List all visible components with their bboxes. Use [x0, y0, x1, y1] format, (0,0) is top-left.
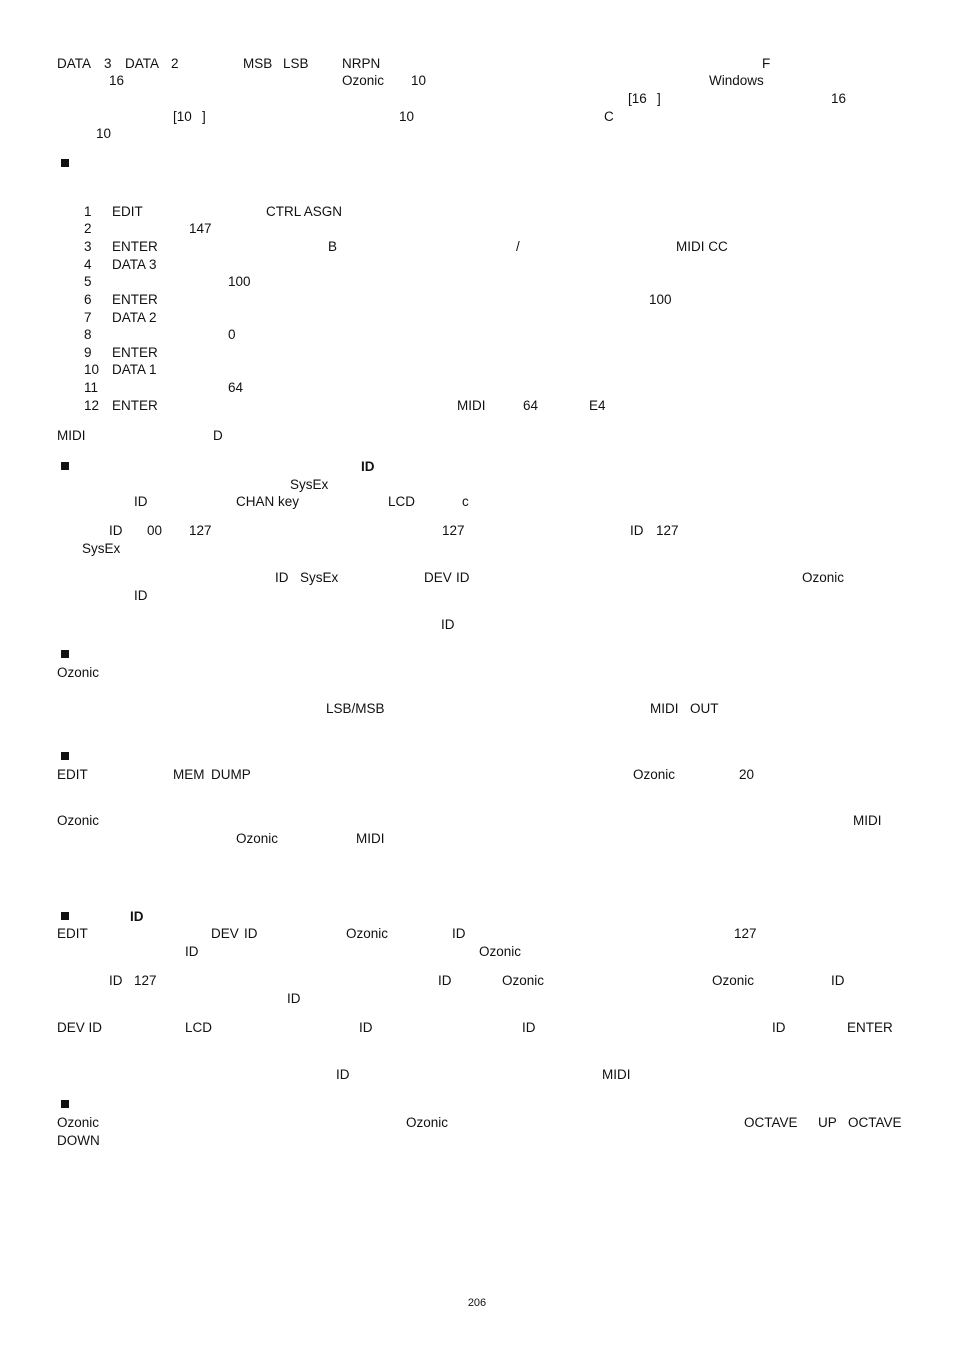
text-fragment: ID — [452, 926, 466, 941]
text-fragment: LSB/MSB — [326, 701, 385, 716]
section-bullet-3 — [61, 650, 69, 658]
text-fragment: ID — [130, 909, 144, 924]
text-fragment: NRPN — [342, 56, 381, 71]
text-fragment: Ozonic — [802, 570, 845, 585]
text-fragment: 10 — [96, 126, 112, 141]
text-fragment: ID — [522, 1020, 536, 1035]
text-fragment: SysEx — [290, 477, 329, 492]
text-fragment: EDIT — [112, 204, 143, 219]
text-fragment: ID — [441, 617, 455, 632]
text-fragment: 00 — [147, 523, 163, 538]
text-fragment: DOWN — [57, 1133, 100, 1148]
text-fragment: 127 — [656, 523, 679, 538]
text-fragment: 11 — [84, 380, 99, 395]
text-fragment: ID — [275, 570, 289, 585]
text-fragment: LCD — [388, 494, 416, 509]
text-fragment: Ozonic — [346, 926, 389, 941]
text-fragment: Ozonic — [633, 767, 676, 782]
text-fragment: ID — [361, 459, 375, 474]
text-fragment: ID — [456, 570, 470, 585]
text-fragment: 1 — [84, 204, 92, 219]
section-bullet-5 — [61, 912, 69, 920]
text-fragment: MIDI CC — [676, 239, 728, 254]
text-fragment: [16 — [628, 91, 647, 106]
text-fragment: 127 — [134, 973, 157, 988]
text-fragment: LCD — [185, 1020, 213, 1035]
text-fragment: ID — [287, 991, 301, 1006]
text-fragment: Ozonic — [236, 831, 279, 846]
text-fragment: ENTER — [847, 1020, 893, 1035]
text-fragment: ID — [134, 494, 148, 509]
text-fragment: SysEx — [300, 570, 339, 585]
text-fragment: 10 — [411, 73, 427, 88]
text-fragment: OCTAVE — [848, 1115, 902, 1130]
text-fragment: DEV ID — [57, 1020, 103, 1035]
text-fragment: 10 — [84, 362, 100, 377]
text-fragment: 127 — [442, 523, 465, 538]
text-fragment: ID — [359, 1020, 373, 1035]
text-fragment: MIDI — [650, 701, 679, 716]
text-fragment: ID — [438, 973, 452, 988]
text-fragment: 16 — [831, 91, 847, 106]
text-fragment: Ozonic — [712, 973, 755, 988]
text-fragment: ENTER — [112, 239, 158, 254]
text-fragment: 64 — [228, 380, 244, 395]
text-fragment: 127 — [734, 926, 757, 941]
text-fragment: UP — [818, 1115, 837, 1130]
text-fragment: ID — [772, 1020, 786, 1035]
text-fragment: / — [516, 239, 520, 254]
text-fragment: Ozonic — [502, 973, 545, 988]
text-fragment: 0 — [228, 327, 236, 342]
text-fragment: MIDI — [602, 1067, 631, 1082]
text-fragment: ENTER — [112, 398, 158, 413]
text-fragment: ID — [109, 523, 123, 538]
text-fragment: 6 — [84, 292, 92, 307]
text-fragment: EDIT — [57, 926, 88, 941]
page-number: 206 — [467, 1297, 487, 1309]
text-fragment: 127 — [189, 523, 212, 538]
text-fragment: Ozonic — [406, 1115, 449, 1130]
text-fragment: MEM — [173, 767, 205, 782]
text-fragment: ID — [336, 1067, 350, 1082]
text-fragment: LSB — [283, 56, 309, 71]
text-fragment: ID — [831, 973, 845, 988]
text-fragment: 100 — [649, 292, 672, 307]
text-fragment: 2 — [84, 221, 92, 236]
text-fragment: DATA 2 — [112, 310, 157, 325]
text-fragment: EDIT — [57, 767, 88, 782]
text-fragment: Windows — [709, 73, 764, 88]
text-fragment: ID — [185, 944, 199, 959]
text-fragment: 7 — [84, 310, 92, 325]
text-fragment: DATA — [125, 56, 160, 71]
text-fragment: F — [762, 56, 771, 71]
text-fragment: 4 — [84, 257, 92, 272]
text-fragment: Ozonic — [57, 665, 100, 680]
text-fragment: ] — [202, 109, 206, 124]
text-fragment: Ozonic — [479, 944, 522, 959]
text-fragment: 5 — [84, 274, 92, 289]
text-fragment: 9 — [84, 345, 92, 360]
text-fragment: ID — [244, 926, 258, 941]
text-fragment: 64 — [523, 398, 539, 413]
text-fragment: 147 — [189, 221, 212, 236]
text-fragment: MIDI — [457, 398, 486, 413]
text-fragment: CHAN key — [236, 494, 300, 509]
text-fragment: DATA 1 — [112, 362, 157, 377]
text-fragment: B — [328, 239, 338, 254]
text-fragment: MIDI — [356, 831, 385, 846]
text-fragment: MSB — [243, 56, 273, 71]
text-fragment: 20 — [739, 767, 755, 782]
text-fragment: 2 — [171, 56, 179, 71]
text-fragment: D — [213, 428, 223, 443]
text-fragment: CTRL ASGN — [266, 204, 343, 219]
text-fragment: 16 — [109, 73, 125, 88]
section-bullet-2 — [61, 462, 69, 470]
text-fragment: c — [462, 494, 469, 509]
text-fragment: MIDI — [853, 813, 882, 828]
text-fragment: DATA 3 — [112, 257, 157, 272]
text-fragment: 12 — [84, 398, 100, 413]
text-fragment: ENTER — [112, 345, 158, 360]
text-fragment: ID — [109, 973, 123, 988]
text-fragment: Ozonic — [57, 1115, 100, 1130]
text-fragment: ] — [657, 91, 661, 106]
text-fragment: ENTER — [112, 292, 158, 307]
text-fragment: 100 — [228, 274, 251, 289]
text-fragment: 8 — [84, 327, 92, 342]
text-fragment: Ozonic — [57, 813, 100, 828]
text-fragment: SysEx — [82, 541, 121, 556]
text-fragment: Ozonic — [342, 73, 385, 88]
text-fragment: ID — [630, 523, 644, 538]
text-fragment: E4 — [589, 398, 606, 413]
section-bullet-4 — [61, 752, 69, 760]
section-bullet-1 — [61, 159, 69, 167]
text-fragment: OUT — [690, 701, 719, 716]
text-fragment: [10 — [173, 109, 192, 124]
text-fragment: 10 — [399, 109, 415, 124]
text-fragment: 3 — [84, 239, 92, 254]
text-fragment: DATA — [57, 56, 92, 71]
text-fragment: DEV — [211, 926, 239, 941]
text-fragment: DEV — [424, 570, 452, 585]
text-fragment: MIDI — [57, 428, 86, 443]
text-fragment: DUMP — [211, 767, 251, 782]
section-bullet-6 — [61, 1100, 69, 1108]
text-fragment: C — [604, 109, 614, 124]
text-fragment: 3 — [104, 56, 112, 71]
text-fragment: OCTAVE — [744, 1115, 798, 1130]
text-fragment: ID — [134, 588, 148, 603]
